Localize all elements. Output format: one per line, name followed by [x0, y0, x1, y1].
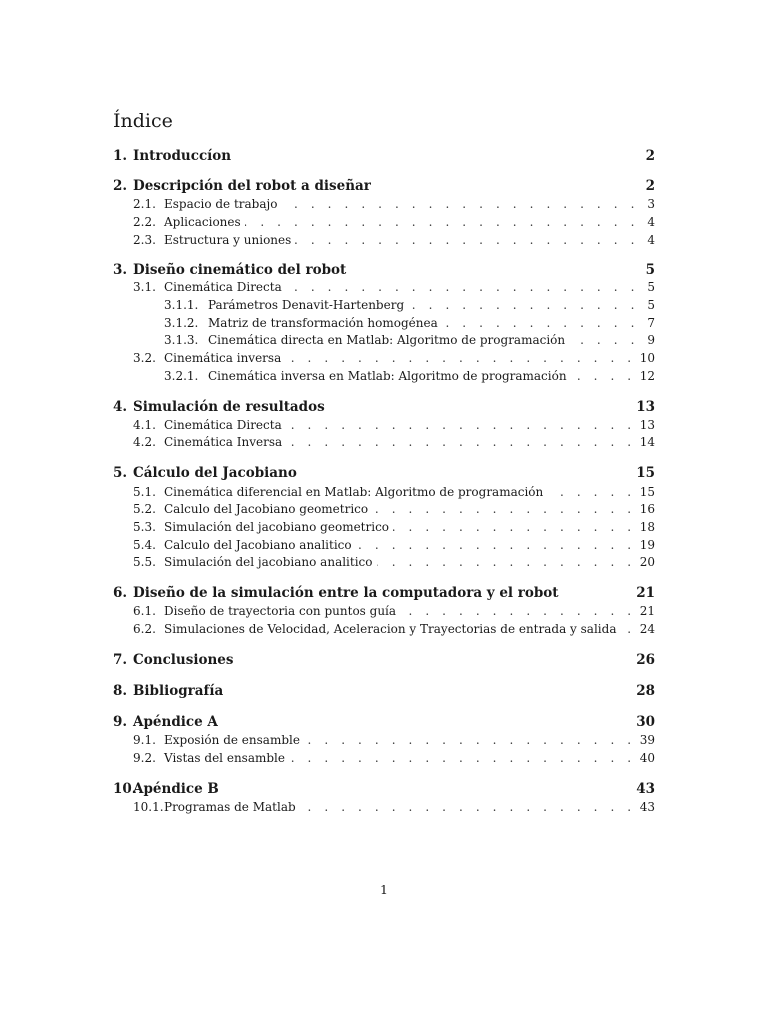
- toc-entry-number: 5.1.: [133, 485, 156, 499]
- toc-entry-title: Cinemática Directa: [164, 418, 282, 432]
- toc-entry-page: 10: [639, 351, 655, 365]
- toc-entry-title: Simulación del jacobiano geometrico: [164, 520, 390, 534]
- toc-dot-leader: [286, 434, 636, 450]
- toc-section-entry[interactable]: [133, 554, 655, 570]
- toc-entry-title: Calculo del Jacobiano analitico: [164, 538, 352, 552]
- toc-section-entry[interactable]: [133, 434, 655, 450]
- toc-chapter-entry[interactable]: [113, 584, 655, 602]
- toc-entry-page: 4: [647, 233, 655, 247]
- toc-entry-page: 19: [639, 538, 655, 552]
- toc-entry-number: 10.: [113, 781, 137, 797]
- toc-entry-page: 15: [636, 465, 655, 481]
- toc-entry-page: 30: [636, 714, 655, 730]
- toc-chapter-entry[interactable]: [113, 398, 655, 416]
- toc-entry-number: 9.: [113, 714, 128, 730]
- toc-entry-title: Apéndice A: [133, 714, 218, 730]
- toc-entry-title: Estructura y uniones: [164, 233, 292, 247]
- toc-entry-title: Introduccíon: [133, 148, 232, 164]
- toc-entry-number: 5.5.: [133, 555, 156, 569]
- toc-dot-leader: [620, 621, 635, 637]
- toc-section-entry[interactable]: [133, 603, 655, 619]
- toc-entry-title: Cinemática inversa: [164, 351, 282, 365]
- toc-dot-leader: [393, 519, 636, 535]
- toc-entry-page: 26: [636, 652, 655, 668]
- toc-entry-title: Cálculo del Jacobiano: [133, 465, 297, 481]
- toc-section-entry[interactable]: [133, 519, 655, 535]
- toc-entry-number: 3.2.: [133, 351, 156, 365]
- toc-section-entry[interactable]: [133, 196, 655, 212]
- toc-entry-page: 3: [647, 197, 655, 211]
- toc-entry-title: Cinemática Directa: [164, 280, 282, 294]
- toc-section-entry[interactable]: [133, 214, 655, 230]
- toc-entry-title: Simulaciones de Velocidad, Aceleracion y Trayectorias de entrada y salida: [164, 622, 617, 636]
- toc-dot-leader: [372, 501, 636, 517]
- toc-section-entry[interactable]: [164, 297, 655, 313]
- toc-dot-leader: [356, 537, 636, 553]
- toc-entry-title: Simulación de resultados: [133, 399, 325, 415]
- toc-entry-number: 2.2.: [133, 215, 156, 229]
- toc-dot-leader: [304, 732, 636, 748]
- toc-entry-title: Calculo del Jacobiano geometrico: [164, 502, 369, 516]
- toc-entry-page: 20: [639, 555, 655, 569]
- toc-entry-page: 5: [647, 280, 655, 294]
- toc-section-entry[interactable]: [133, 350, 655, 366]
- toc-entry-number: 6.2.: [133, 622, 156, 636]
- toc-section-entry[interactable]: [133, 799, 655, 815]
- toc-entry-title: Parámetros Denavit-Hartenberg: [208, 298, 405, 312]
- toc-entry-title: Programas de Matlab: [164, 800, 296, 814]
- toc-dot-leader: [571, 368, 636, 384]
- toc-entry-number: 1.: [113, 148, 128, 164]
- toc-section-entry[interactable]: [133, 484, 655, 500]
- toc-entry-title: Cinemática diferencial en Matlab: Algoritmo de programación: [164, 485, 544, 499]
- toc-entry-page: 7: [647, 316, 655, 330]
- page-number: 1: [380, 882, 388, 897]
- toc-entry-page: 15: [639, 485, 655, 499]
- page-title: Índice: [113, 110, 173, 132]
- toc-entry-page: 5: [647, 298, 655, 312]
- toc-entry-number: 3.1.3.: [164, 333, 199, 347]
- toc-entry-page: 39: [639, 733, 655, 747]
- toc-dot-leader: [442, 315, 639, 331]
- toc-entry-title: Bibliografía: [133, 683, 224, 699]
- toc-entry-number: 7.: [113, 652, 128, 668]
- toc-entry-title: Exposión de ensamble: [164, 733, 300, 747]
- toc-entry-number: 3.: [113, 262, 128, 278]
- toc-entry-page: 2: [645, 178, 655, 194]
- toc-entry-number: 2.1.: [133, 197, 156, 211]
- toc-entry-title: Diseño cinemático del robot: [133, 262, 347, 278]
- toc-dot-leader: [289, 750, 636, 766]
- toc-entry-title: Conclusiones: [133, 652, 234, 668]
- toc-section-entry[interactable]: [133, 750, 655, 766]
- toc-entry-number: 9.1.: [133, 733, 156, 747]
- toc-entry-number: 3.1.2.: [164, 316, 199, 330]
- toc-dot-leader: [286, 417, 636, 433]
- toc-entry-title: Diseño de la simulación entre la computadora y el robot: [133, 585, 559, 601]
- toc-entry-page: 4: [647, 215, 655, 229]
- toc-dot-leader: [295, 232, 639, 248]
- toc-entry-number: 4.1.: [133, 418, 156, 432]
- toc-entry-number: 3.2.1.: [164, 369, 199, 383]
- toc-entry-title: Matriz de transformación homogénea: [208, 316, 438, 330]
- toc-entry-page: 9: [647, 333, 655, 347]
- toc-chapter-entry[interactable]: [113, 147, 655, 165]
- toc-entry-title: Cinemática Inversa: [164, 435, 283, 449]
- toc-dot-leader: [547, 484, 635, 500]
- toc-chapter-entry[interactable]: [113, 713, 655, 731]
- toc-entry-number: 4.: [113, 399, 128, 415]
- toc-entry-page: 12: [639, 369, 655, 383]
- toc-dot-leader: [286, 279, 639, 295]
- toc-entry-title: Diseño de trayectoria con puntos guía: [164, 604, 397, 618]
- toc-entry-title: Espacio de trabajo: [164, 197, 278, 211]
- toc-entry-number: 5.4.: [133, 538, 156, 552]
- toc-entry-title: Aplicaciones: [164, 215, 241, 229]
- toc-entry-title: Cinemática inversa en Matlab: Algoritmo de programación: [208, 369, 567, 383]
- toc-entry-number: 10.1.: [133, 800, 164, 814]
- toc-entry-number: 6.1.: [133, 604, 156, 618]
- toc-entry-page: 43: [639, 800, 655, 814]
- toc-section-entry[interactable]: [133, 232, 655, 248]
- toc-entry-title: Cinemática directa en Matlab: Algoritmo de programación: [208, 333, 566, 347]
- toc-section-entry[interactable]: [164, 368, 655, 384]
- toc-section-entry[interactable]: [133, 417, 655, 433]
- toc-entry-number: 9.2.: [133, 751, 156, 765]
- toc-dot-leader: [281, 196, 639, 212]
- toc-entry-page: 16: [639, 502, 655, 516]
- toc-entry-page: 24: [639, 622, 655, 636]
- toc-chapter-entry[interactable]: [113, 780, 655, 798]
- toc-entry-page: 14: [639, 435, 655, 449]
- toc-entry-page: 5: [645, 262, 655, 278]
- toc-chapter-entry[interactable]: [113, 464, 655, 482]
- toc-entry-number: 6.: [113, 585, 128, 601]
- toc-chapter-entry[interactable]: [113, 682, 655, 700]
- toc-dot-leader: [300, 799, 636, 815]
- toc-entry-number: 5.2.: [133, 502, 156, 516]
- toc-entry-title: Apéndice B: [133, 781, 219, 797]
- toc-entry-page: 2: [645, 148, 655, 164]
- toc-entry-number: 3.1.: [133, 280, 156, 294]
- toc-section-entry[interactable]: [133, 621, 655, 637]
- toc-section-entry[interactable]: [133, 537, 655, 553]
- toc-entry-page: 40: [639, 751, 655, 765]
- toc-section-entry[interactable]: [133, 501, 655, 517]
- toc-entry-page: 21: [636, 585, 655, 601]
- toc-entry-number: 5.3.: [133, 520, 156, 534]
- toc-section-entry[interactable]: [164, 315, 655, 331]
- toc-chapter-entry[interactable]: [113, 177, 655, 195]
- toc-entry-page: 21: [639, 604, 655, 618]
- toc-section-entry[interactable]: [133, 732, 655, 748]
- toc-dot-leader: [569, 332, 639, 348]
- toc-entry-page: 43: [636, 781, 655, 797]
- toc-entry-page: 13: [636, 399, 655, 415]
- toc-dot-leader: [285, 350, 635, 366]
- toc-section-entry[interactable]: [164, 332, 655, 348]
- toc-entry-number: 2.: [113, 178, 128, 194]
- toc-entry-page: 28: [636, 683, 655, 699]
- toc-entry-number: 3.1.1.: [164, 298, 199, 312]
- toc-dot-leader: [400, 603, 636, 619]
- toc-entry-number: 8.: [113, 683, 128, 699]
- toc-chapter-entry[interactable]: [113, 651, 655, 669]
- toc-entry-number: 4.2.: [133, 435, 156, 449]
- toc-entry-title: Simulación del jacobiano analitico: [164, 555, 373, 569]
- toc-entry-page: 13: [639, 418, 655, 432]
- toc-chapter-entry[interactable]: [113, 261, 655, 279]
- toc-dot-leader: [377, 554, 636, 570]
- toc-entry-title: Vistas del ensamble: [164, 751, 285, 765]
- toc-entry-page: 18: [639, 520, 655, 534]
- toc-entry-number: 5.: [113, 465, 128, 481]
- toc-dot-leader: [408, 297, 639, 313]
- toc-entry-title: Descripción del robot a diseñar: [133, 178, 371, 194]
- toc-section-entry[interactable]: [133, 279, 655, 295]
- toc-entry-number: 2.3.: [133, 233, 156, 247]
- toc-dot-leader: [245, 214, 639, 230]
